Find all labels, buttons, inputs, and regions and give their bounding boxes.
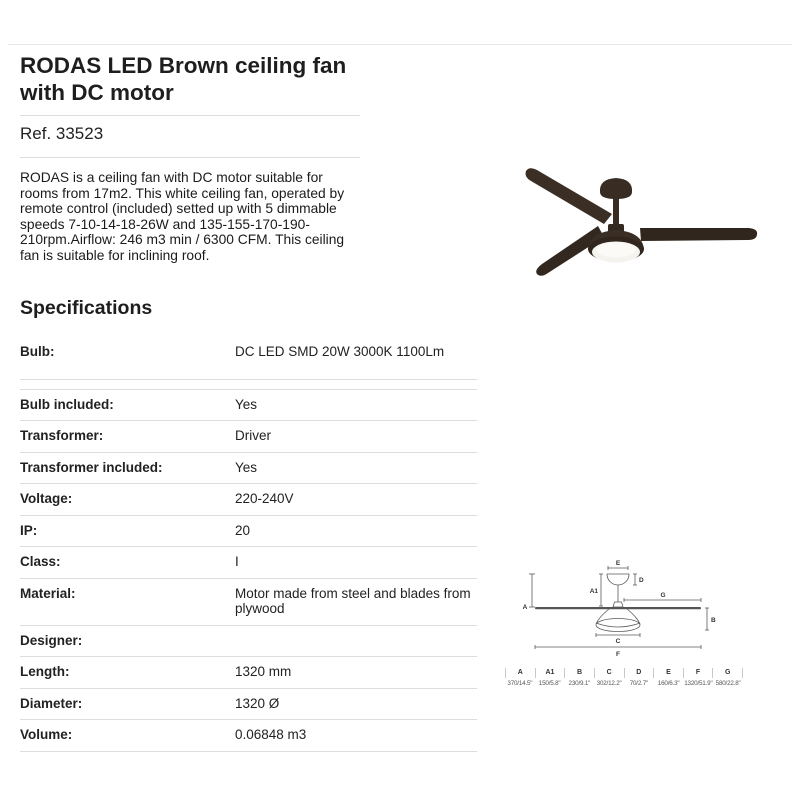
spec-label: Class: — [20, 554, 61, 570]
dim-letter: C — [595, 668, 625, 678]
spec-row-material — [20, 579, 477, 626]
page-title: RODAS LED Brown ceiling fan with DC motor — [20, 53, 347, 105]
dim-letter: A1 — [536, 668, 566, 678]
spec-value: Motor made from steel and blades from plywood — [235, 585, 471, 617]
spec-label: Transformer: — [20, 428, 104, 444]
dim-label-d: D — [639, 577, 644, 584]
dim-value: 70/2.7" — [629, 680, 649, 687]
divider — [20, 115, 360, 116]
dim-value: 580/22.8" — [715, 680, 741, 687]
spec-row-bulb — [20, 337, 477, 380]
spec-label: Material: — [20, 585, 76, 601]
fan-canopy — [600, 178, 632, 199]
spec-value: Yes — [235, 459, 258, 475]
spec-label: Bulb: — [20, 344, 55, 360]
dim-value: 160/6.3" — [657, 680, 680, 687]
specifications-table — [20, 337, 477, 752]
dim-letter: A — [506, 668, 536, 678]
spec-row-length — [20, 657, 477, 689]
spec-label: Length: — [20, 664, 70, 680]
dim-letter: F — [684, 668, 714, 678]
spec-value: 220-240V — [235, 491, 294, 507]
product-ref: Ref. 33523 — [20, 124, 104, 144]
spec-value: Driver — [235, 428, 271, 444]
dimensions-table-values — [505, 680, 743, 687]
spec-row-designer — [20, 626, 477, 658]
spec-value: 20 — [235, 522, 251, 538]
spec-row-volume — [20, 720, 477, 752]
dim-letter: E — [654, 668, 684, 678]
dim-value: 302/12.2" — [596, 680, 622, 687]
spec-row-class — [20, 547, 477, 579]
dim-label-a: A — [522, 604, 528, 611]
dim-label-a1: A1 — [589, 588, 598, 595]
spec-value: I — [235, 554, 239, 570]
dimensions-table — [505, 668, 743, 687]
spec-row-bulb-included — [20, 390, 477, 422]
spec-label: IP: — [20, 522, 38, 538]
spec-value: 1320 mm — [235, 664, 292, 680]
dim-value: 370/14.5" — [507, 680, 533, 687]
spec-row-voltage — [20, 484, 477, 516]
spec-label: Voltage: — [20, 491, 73, 507]
dim-letter: B — [565, 668, 595, 678]
dim-letter: G — [713, 668, 743, 678]
spec-value: 0.06848 m3 — [235, 727, 307, 743]
dimensions-diagram — [505, 556, 743, 660]
fan-light-highlight — [596, 243, 636, 258]
spec-label: Diameter: — [20, 695, 83, 711]
dim-letter: D — [625, 668, 655, 678]
product-description: RODAS is a ceiling fan with DC motor suitable for rooms from 17m2. This white ceiling fan, operated by remote control (included) setted up with 5 dimmable speeds 7-10-14-18-26W and 135-155-170-190-210rpm.Airflow: 246 m3 min / 6300 CFM. This ceiling fan is suitable for inclining roof. — [20, 170, 345, 263]
spec-row-ip — [20, 516, 477, 548]
product-info-column — [20, 53, 478, 752]
spec-label: Designer: — [20, 632, 83, 648]
spec-row-diameter — [20, 689, 477, 721]
dim-value: 230/9.1" — [568, 680, 591, 687]
dimensions-table-header — [505, 668, 743, 678]
dimensions-block — [505, 556, 745, 687]
dim-label-f: F — [616, 651, 620, 658]
spec-group — [20, 389, 477, 752]
top-divider — [8, 44, 792, 45]
spec-row-transformer — [20, 421, 477, 453]
ceiling-fan-photo — [500, 142, 800, 302]
spec-value: DC LED SMD 20W 3000K 1100Lm — [235, 344, 445, 360]
dim-label-c: C — [615, 638, 621, 645]
fan-blade-upper-left — [526, 168, 612, 224]
dim-value: 1320/51.9" — [684, 680, 713, 687]
fan-downrod — [613, 197, 619, 228]
diagram-blade — [535, 607, 701, 609]
spec-value: 1320 Ø — [235, 695, 280, 711]
dim-label-b: B — [711, 617, 716, 624]
spec-label: Volume: — [20, 727, 73, 743]
spec-value: Yes — [235, 396, 258, 412]
specifications-heading: Specifications — [20, 297, 153, 320]
divider — [20, 157, 360, 158]
fan-blade-right — [640, 228, 757, 241]
dim-label-e: E — [615, 560, 621, 567]
product-photo — [500, 142, 800, 302]
spec-row-transformer-included — [20, 453, 477, 485]
spec-label: Transformer included: — [20, 459, 163, 475]
spec-label: Bulb included: — [20, 396, 114, 412]
dim-value: 150/5.8" — [538, 680, 561, 687]
dim-label-g: G — [660, 592, 666, 599]
